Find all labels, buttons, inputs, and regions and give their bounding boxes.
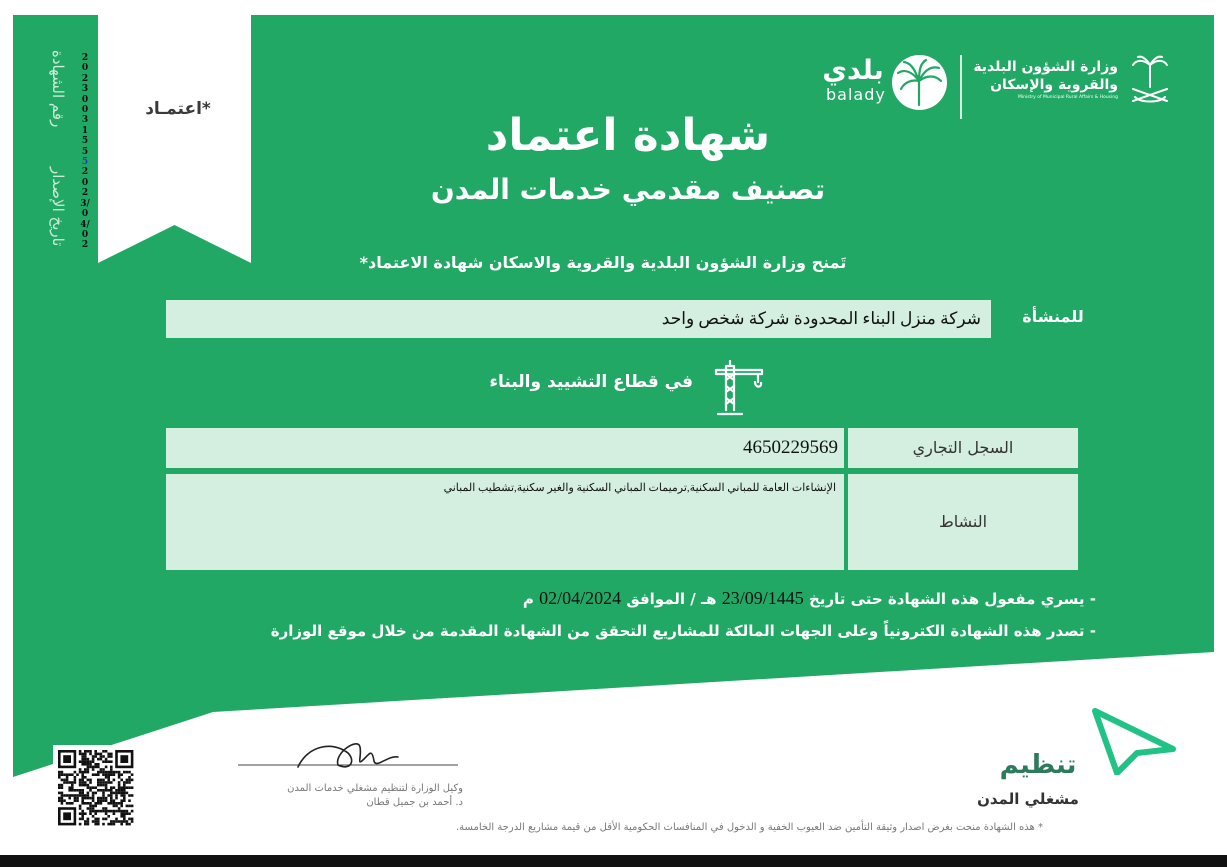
palm-icon: [892, 55, 947, 110]
issue-date-label: تاريخ الإصدار: [49, 167, 67, 247]
validity-statement: - يسري مفعول هذه الشهادة حتى تاريخ 23/09/1445 هـ / الموافق 02/04/2024 م: [522, 588, 1096, 608]
certificate-subtitle: تصنيف مقدمي خدمات المدن: [430, 173, 826, 206]
ministry-name-english: Ministry of Municipal Rural Affairs & Housing: [1017, 95, 1118, 100]
ministry-name-line1: وزارة الشؤون البلدية: [973, 59, 1118, 75]
qr-code: [53, 745, 139, 830]
tanzeem-logo-subtitle: مشغلي المدن: [977, 790, 1079, 808]
gregorian-expiry-date: 02/04/2024: [539, 588, 622, 608]
commercial-register-label: السجل التجاري: [848, 428, 1078, 468]
ribbon-label: اعتمـاد*: [145, 99, 211, 119]
entity-label: للمنشأة: [1022, 307, 1084, 326]
balady-logo-arabic: بلدي: [822, 55, 884, 86]
accreditation-ribbon: [98, 15, 251, 263]
ministry-name-line2: والقروية والإسكان: [990, 77, 1118, 93]
cert-number-label: رقم الشهادة: [49, 50, 67, 128]
grant-statement: تَمنح وزارة الشؤون البلدية والقروية والاسكان شهادة الاعتماد*: [359, 253, 847, 272]
issuance-statement: - تصدر هذه الشهادة الكترونياً وعلى الجهات المالكة للمشاريع التحقق من الشهادة المقدمة من خلال موقع الوزارة: [270, 622, 1096, 640]
certificate-body: [13, 15, 1214, 855]
signature-image: [238, 735, 458, 780]
tanzeem-logo-title: تنظيم: [999, 750, 1077, 780]
crane-icon: [706, 358, 766, 418]
signatory-title: وكيل الوزارة لتنظيم مشغلي خدمات المدن: [287, 783, 463, 794]
header-divider: [960, 55, 962, 119]
balady-logo-english: balady: [826, 85, 886, 104]
cert-number-and-date-value: 202300315552023/04/02: [80, 53, 90, 251]
hijri-expiry-date: 23/09/1445: [721, 588, 804, 608]
commercial-register-field: 4650229569: [166, 428, 844, 468]
saudi-emblem-icon: [1125, 53, 1175, 108]
entity-name-field: شركة منزل البناء المحدودة شركة شخص واحد: [166, 300, 991, 338]
activity-label: النشاط: [848, 474, 1078, 570]
activity-field: الإنشاءات العامة للمباني السكنية,ترميمات المباني السكنية والغير سكنية,تشطيب المباني: [166, 474, 844, 570]
page-bottom-rule: [0, 855, 1227, 867]
signatory-name: د. أحمد بن جميل قطان: [366, 797, 463, 808]
footnote: * هذه الشهادة منحت بغرض اصدار وثيقة التأمين ضد العيوب الخفية و الدخول في المنافسات الحكومية الأقل من قيمة مشاريع الدرجة الخامسة.: [456, 822, 1043, 833]
ministry-logo-text: [968, 58, 1118, 102]
sector-text: في قطاع التشييد والبناء: [489, 372, 693, 392]
certificate-title: شهادة اعتماد: [485, 110, 771, 161]
signatory-block: [213, 782, 463, 810]
